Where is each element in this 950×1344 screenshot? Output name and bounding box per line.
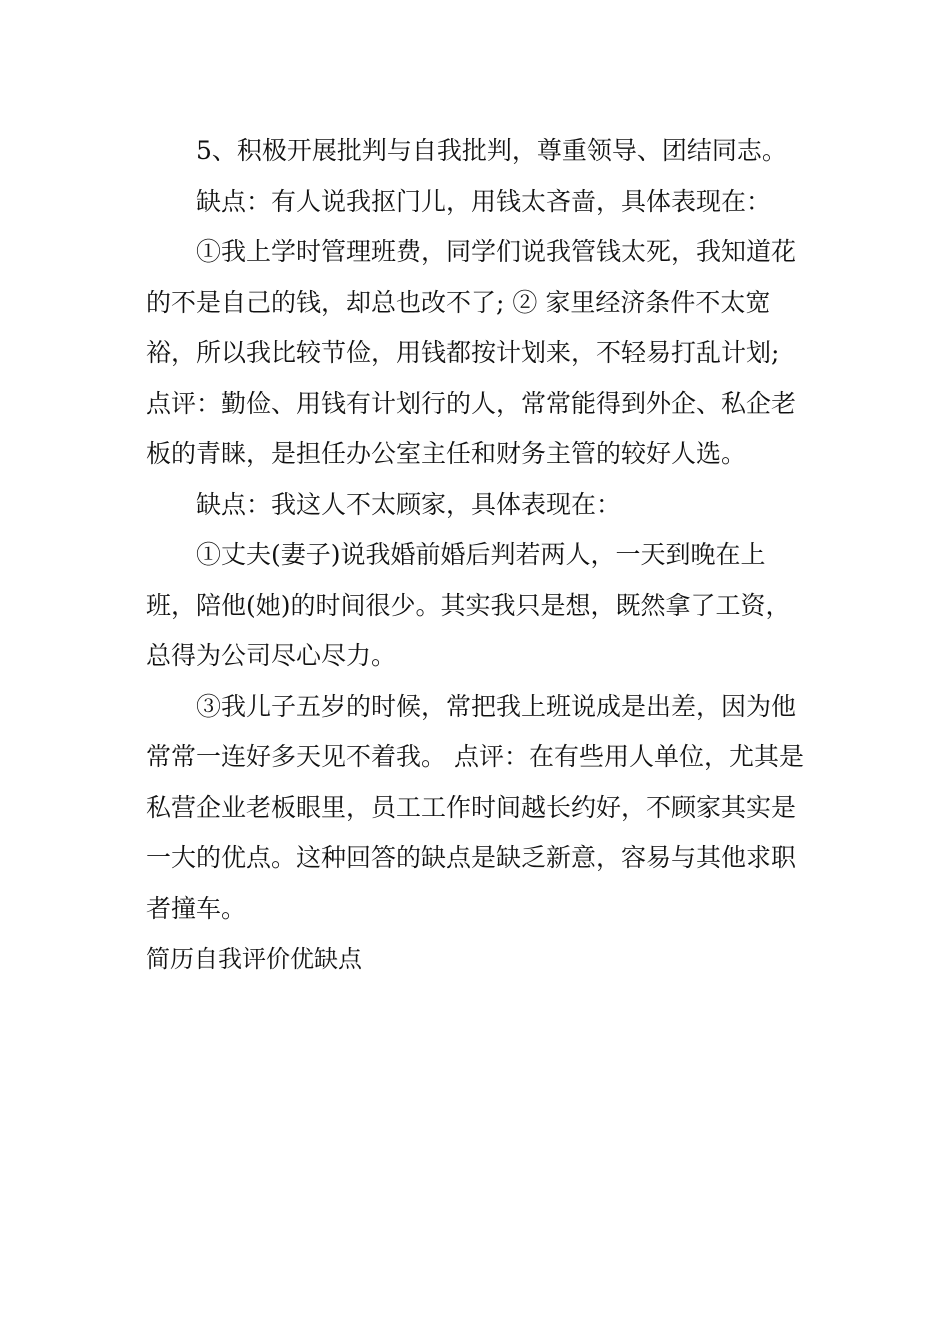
paragraph-strengths-item-5: 5、积极开展批判与自我批判，尊重领导、团结同志。 — [196, 136, 787, 165]
paragraph-weakness-family-detail-1: ①丈夫(妻子)说我婚前婚后判若两人，一天到晚在上班，陪他(她)的时间很少。其实我只是想，既然拿了工资，总得为公司尽心尽力。 — [146, 540, 791, 670]
footer-title: 简历自我评价优缺点 — [146, 945, 362, 973]
paragraph-weakness-family-detail-3: ③我儿子五岁的时候，常把我上班说成是出差，因为他常常一连好多天见不着我。 点评：在有些用人单位，尤其是私营企业老板眼里，员工工作时间越长约好，不顾家其实是一大的优点。这种回答的缺点是缺乏新意，容易与其他求职者撞车。 — [146, 691, 804, 923]
paragraph-weakness-stingy-heading: 缺点：有人说我抠门儿，用钱太吝啬，具体表现在： — [196, 186, 772, 216]
paragraph-weakness-family-heading: 缺点：我这人不太顾家，具体表现在： — [196, 489, 622, 519]
paragraph-weakness-stingy-details: ①我上学时管理班费，同学们说我管钱太死，我知道花的不是自己的钱，却总也改不了; ② 家里经济条件不太宽裕，所以我比较节俭，用钱都按计划来，不轻易打乱计划; 点评：勤俭、用钱有计划行的人，常常能得到外企、私企老板的青睐，是担任办公室主任和财务主管的较好人选。 — [146, 237, 797, 468]
document-body — [146, 126, 811, 985]
